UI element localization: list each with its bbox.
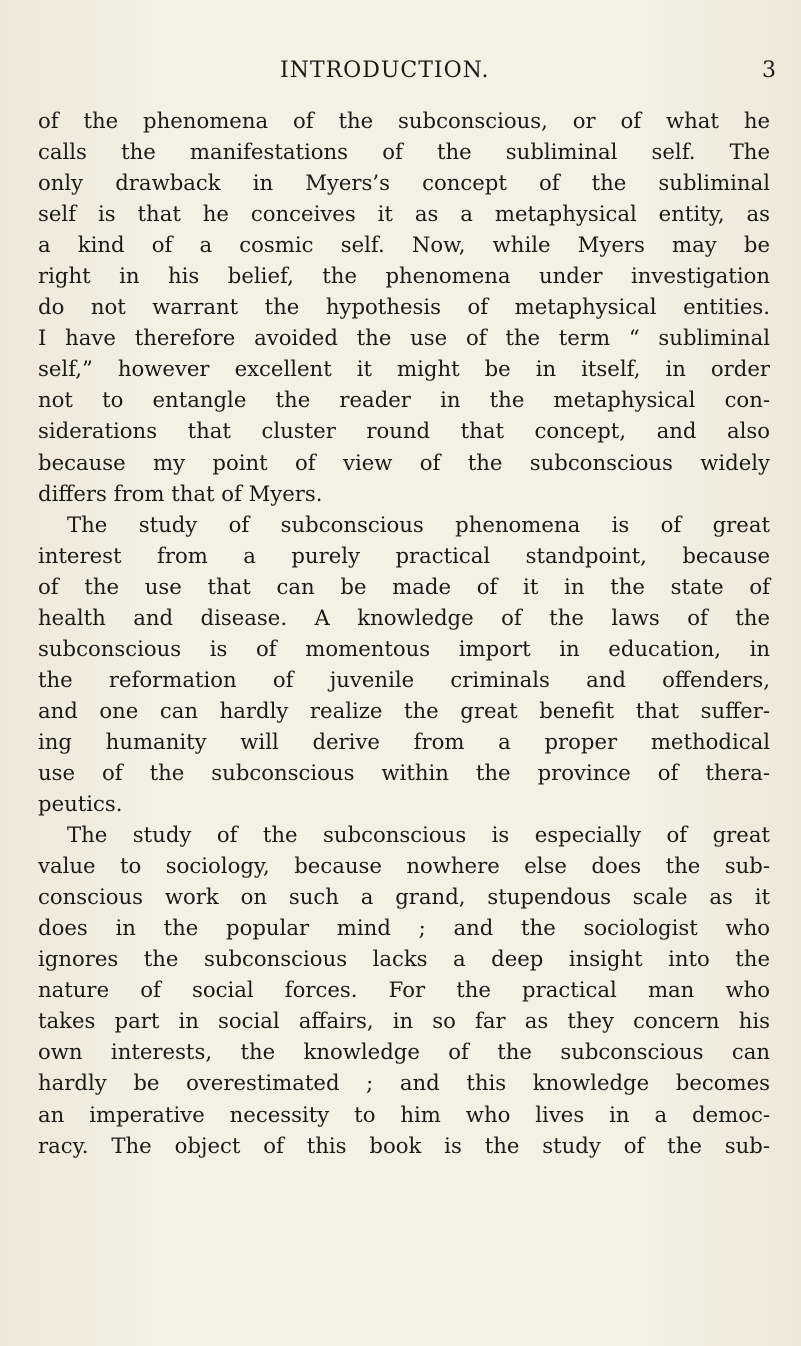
text-line: differs from that of Myers. (38, 480, 323, 506)
text-line: nature of social forces. For the practical man who (38, 977, 770, 1003)
body-text (38, 105, 770, 1161)
text-line: does in the popular mind ; and the sociologist who (38, 915, 770, 941)
text-line: of the use that can be made of it in the state of (38, 573, 770, 599)
text-line: right in his belief, the phenomena under investigation (38, 263, 770, 289)
running-head: INTRODUCTION. (280, 58, 490, 83)
text-line: and one can hardly realize the great benefit that suffer- (38, 697, 770, 723)
page-number: 3 (762, 58, 776, 83)
text-line: self,” however excellent it might be in itself, in order (38, 356, 770, 382)
text-line: a kind of a cosmic self. Now, while Myers may be (38, 232, 770, 258)
text-line: own interests, the knowledge of the subconscious can (38, 1039, 770, 1065)
text-line: hardly be overestimated ; and this knowledge becomes (38, 1070, 770, 1096)
text-line: value to sociology, because nowhere else does the sub- (38, 853, 770, 879)
text-line: use of the subconscious within the province of thera- (38, 759, 770, 785)
text-line: siderations that cluster round that concept, and also (38, 418, 770, 444)
text-line: takes part in social affairs, in so far as they concern his (38, 1008, 770, 1034)
text-line: an imperative necessity to him who lives in a democ- (38, 1101, 770, 1127)
text-line: only drawback in Myers’s concept of the subliminal (38, 170, 770, 196)
text-line: subconscious is of momentous import in education, in (38, 635, 770, 661)
text-line: I have therefore avoided the use of the term “ subliminal (38, 325, 770, 351)
text-line: racy. The object of this book is the study of the sub- (38, 1132, 770, 1158)
text-line: health and disease. A knowledge of the laws of the (38, 604, 770, 630)
text-line: ing humanity will derive from a proper methodical (38, 728, 770, 754)
text-line: conscious work on such a grand, stupendous scale as it (38, 884, 770, 910)
text-line: do not warrant the hypothesis of metaphysical entities. (38, 294, 770, 320)
text-line: not to entangle the reader in the metaphysical con- (38, 387, 770, 413)
text-line: peutics. (38, 791, 123, 817)
text-line: calls the manifestations of the subliminal self. The (38, 139, 770, 165)
paragraph-first-line: The study of subconscious phenomena is of great (67, 511, 770, 537)
text-line: interest from a purely practical standpoint, because (38, 542, 770, 568)
text-line: of the phenomena of the subconscious, or of what he (38, 108, 770, 133)
text-line: ignores the subconscious lacks a deep insight into the (38, 946, 770, 972)
text-line: because my point of view of the subconscious widely (38, 449, 770, 475)
text-line: the reformation of juvenile criminals and offenders, (38, 666, 770, 692)
paragraph-first-line: The study of the subconscious is especially of great (67, 822, 770, 848)
text-line: self is that he conceives it as a metaphysical entity, as (38, 201, 770, 227)
page-header (280, 58, 780, 88)
